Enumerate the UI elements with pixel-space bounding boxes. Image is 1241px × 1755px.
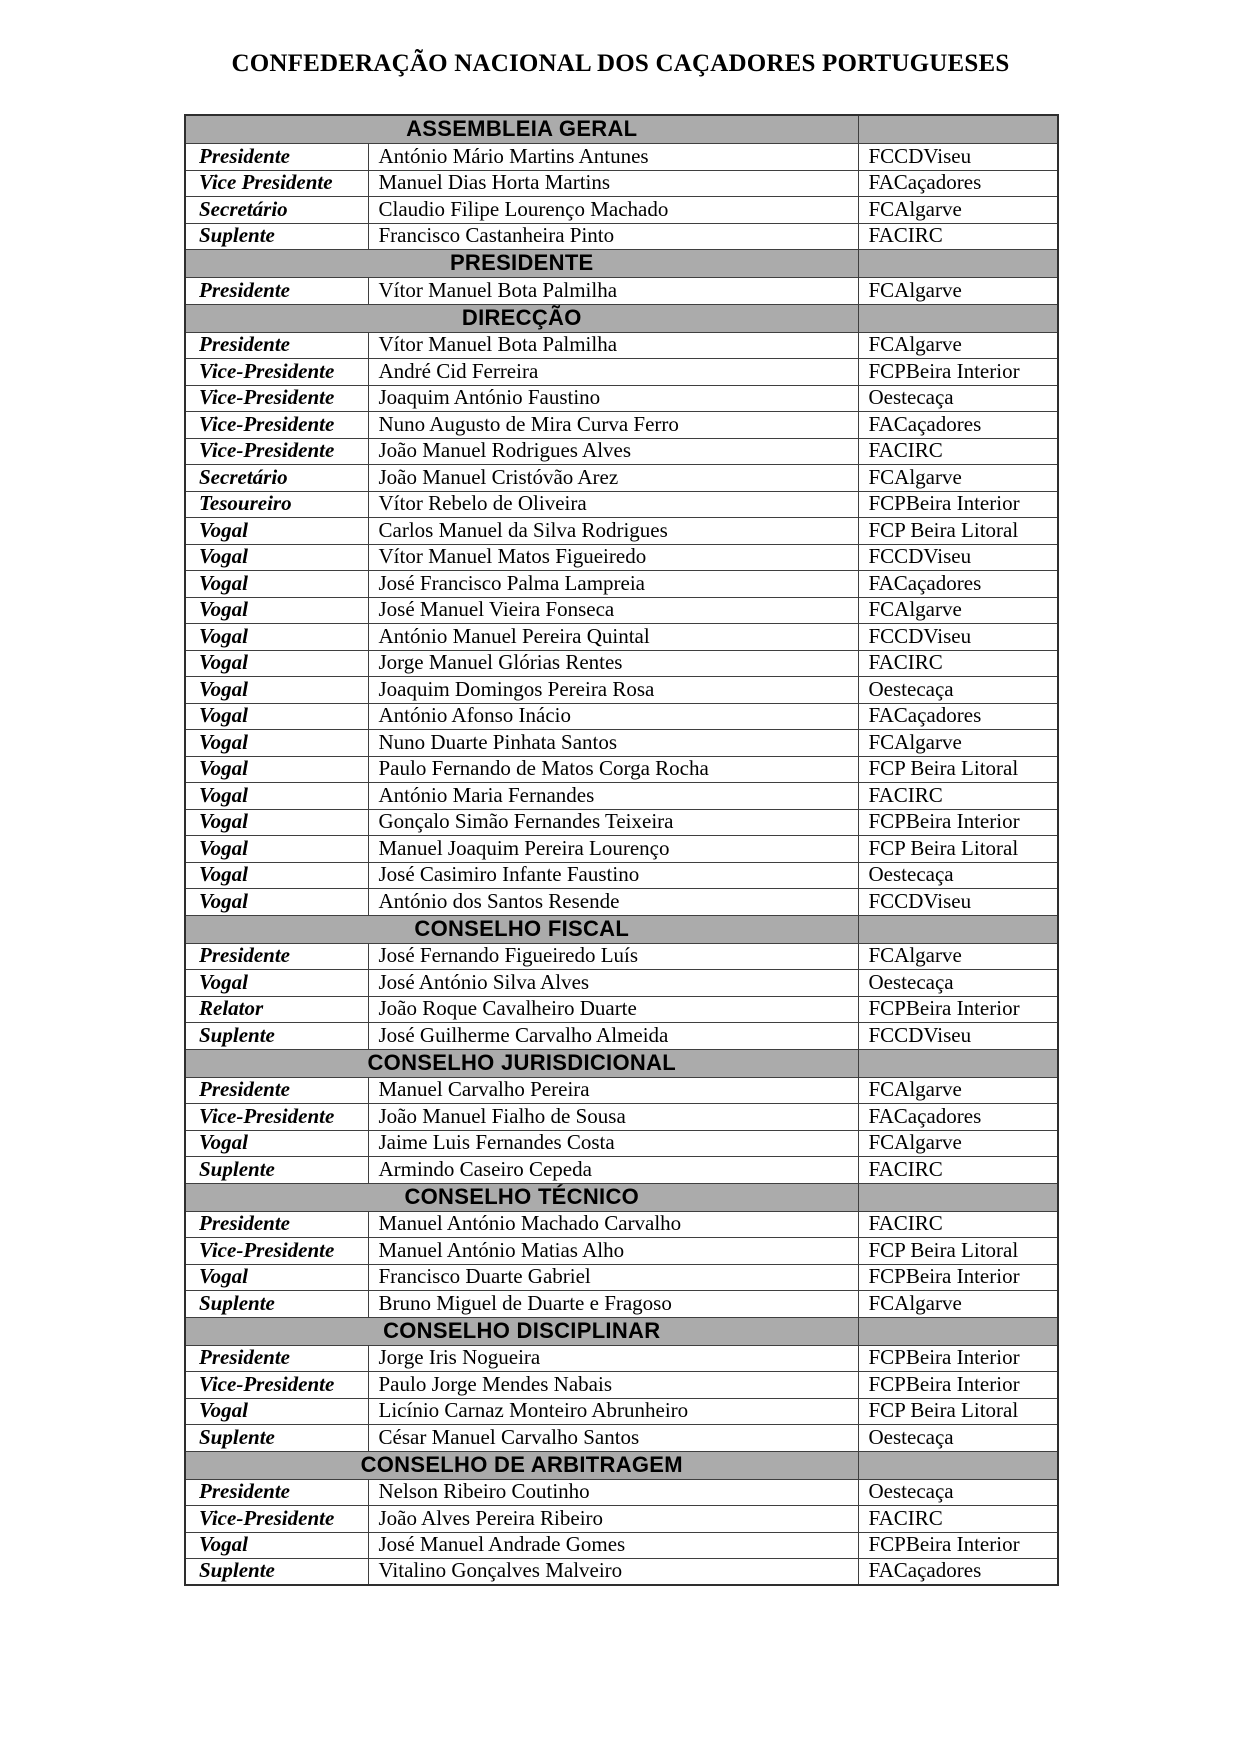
section-title: CONSELHO JURISDICIONAL (185, 1049, 858, 1077)
section-title: CONSELHO DISCIPLINAR (185, 1317, 858, 1345)
person-cell: Vítor Manuel Matos Figueiredo (368, 544, 858, 571)
member-row (185, 1211, 1058, 1238)
role-cell: Vogal (185, 650, 368, 677)
member-row (185, 491, 1058, 518)
section-header-empty-cell (858, 915, 1058, 943)
person-cell: José Fernando Figueiredo Luís (368, 943, 858, 970)
person-cell: João Manuel Cristóvão Arez (368, 465, 858, 492)
member-row (185, 332, 1058, 359)
person-cell: Bruno Miguel de Duarte e Fragoso (368, 1291, 858, 1318)
org-cell: Oestecaça (858, 862, 1058, 889)
org-cell: FCCDViseu (858, 624, 1058, 651)
org-cell: FCAlgarve (858, 1130, 1058, 1157)
org-cell: FCAlgarve (858, 278, 1058, 305)
member-row (185, 783, 1058, 810)
role-cell: Vogal (185, 597, 368, 624)
member-row (185, 1425, 1058, 1452)
org-cell: FACIRC (858, 650, 1058, 677)
org-cell: FCP Beira Litoral (858, 756, 1058, 783)
person-cell: João Manuel Fialho de Sousa (368, 1104, 858, 1131)
member-row (185, 943, 1058, 970)
org-cell: FCAlgarve (858, 1077, 1058, 1104)
org-cell: FACIRC (858, 438, 1058, 465)
person-cell: Nuno Augusto de Mira Curva Ferro (368, 412, 858, 439)
person-cell: Armindo Caseiro Cepeda (368, 1157, 858, 1184)
person-cell: André Cid Ferreira (368, 359, 858, 386)
org-cell: FACIRC (858, 1157, 1058, 1184)
member-row (185, 571, 1058, 598)
member-row (185, 1238, 1058, 1265)
org-cell: FCPBeira Interior (858, 1372, 1058, 1399)
role-cell: Presidente (185, 278, 368, 305)
person-cell: Manuel Dias Horta Martins (368, 170, 858, 197)
section-header-empty-cell (858, 1049, 1058, 1077)
member-row (185, 677, 1058, 704)
role-cell: Vogal (185, 809, 368, 836)
section-header-row (185, 250, 1058, 278)
page-title: CONFEDERAÇÃO NACIONAL DOS CAÇADORES PORTUGUESES (231, 50, 1010, 77)
member-row (185, 650, 1058, 677)
role-cell: Relator (185, 996, 368, 1023)
person-cell: Jorge Manuel Glórias Rentes (368, 650, 858, 677)
section-header-row (185, 115, 1058, 144)
org-cell: FACaçadores (858, 571, 1058, 598)
member-row (185, 1130, 1058, 1157)
role-cell: Tesoureiro (185, 491, 368, 518)
member-row (185, 223, 1058, 250)
role-cell: Vogal (185, 836, 368, 863)
section-header-row (185, 1451, 1058, 1479)
org-cell: FCP Beira Litoral (858, 1238, 1058, 1265)
org-cell: FACaçadores (858, 1104, 1058, 1131)
member-row (185, 1157, 1058, 1184)
person-cell: José Guilherme Carvalho Almeida (368, 1023, 858, 1050)
person-cell: Manuel Carvalho Pereira (368, 1077, 858, 1104)
org-cell: FCAlgarve (858, 943, 1058, 970)
org-cell: FCAlgarve (858, 332, 1058, 359)
role-cell: Presidente (185, 1479, 368, 1506)
member-row (185, 809, 1058, 836)
org-cell: FACaçadores (858, 170, 1058, 197)
person-cell: Carlos Manuel da Silva Rodrigues (368, 518, 858, 545)
section-title: CONSELHO TÉCNICO (185, 1183, 858, 1211)
person-cell: Vítor Rebelo de Oliveira (368, 491, 858, 518)
person-cell: João Alves Pereira Ribeiro (368, 1506, 858, 1533)
section-header-empty-cell (858, 250, 1058, 278)
person-cell: Vitalino Gonçalves Malveiro (368, 1559, 858, 1586)
org-cell: FACIRC (858, 1506, 1058, 1533)
member-row (185, 412, 1058, 439)
role-cell: Suplente (185, 1559, 368, 1586)
person-cell: Jorge Iris Nogueira (368, 1345, 858, 1372)
role-cell: Suplente (185, 1023, 368, 1050)
org-cell: FCP Beira Litoral (858, 1398, 1058, 1425)
member-row (185, 597, 1058, 624)
role-cell: Vogal (185, 571, 368, 598)
role-cell: Presidente (185, 943, 368, 970)
person-cell: Paulo Fernando de Matos Corga Rocha (368, 756, 858, 783)
person-cell: Manuel Joaquim Pereira Lourenço (368, 836, 858, 863)
org-cell: FCCDViseu (858, 144, 1058, 171)
member-row (185, 1559, 1058, 1586)
person-cell: Manuel António Matias Alho (368, 1238, 858, 1265)
member-row (185, 624, 1058, 651)
member-row (185, 278, 1058, 305)
member-row (185, 1532, 1058, 1559)
member-row (185, 970, 1058, 997)
org-cell: FCAlgarve (858, 197, 1058, 224)
section-title: ASSEMBLEIA GERAL (185, 115, 858, 144)
member-row (185, 465, 1058, 492)
org-cell: FCAlgarve (858, 465, 1058, 492)
person-cell: Nuno Duarte Pinhata Santos (368, 730, 858, 757)
role-cell: Presidente (185, 1211, 368, 1238)
member-row (185, 1372, 1058, 1399)
person-cell: António Afonso Inácio (368, 703, 858, 730)
board-table-body (185, 115, 1058, 1585)
org-cell: FCCDViseu (858, 889, 1058, 916)
member-row (185, 1506, 1058, 1533)
role-cell: Suplente (185, 223, 368, 250)
role-cell: Vogal (185, 970, 368, 997)
member-row (185, 1104, 1058, 1131)
section-header-row (185, 1317, 1058, 1345)
role-cell: Vogal (185, 862, 368, 889)
role-cell: Presidente (185, 332, 368, 359)
member-row (185, 544, 1058, 571)
role-cell: Suplente (185, 1425, 368, 1452)
person-cell: Joaquim António Faustino (368, 385, 858, 412)
section-title: CONSELHO FISCAL (185, 915, 858, 943)
member-row (185, 1264, 1058, 1291)
person-cell: José Manuel Vieira Fonseca (368, 597, 858, 624)
member-row (185, 1077, 1058, 1104)
org-cell: FCPBeira Interior (858, 1345, 1058, 1372)
person-cell: Claudio Filipe Lourenço Machado (368, 197, 858, 224)
person-cell: José Francisco Palma Lampreia (368, 571, 858, 598)
org-cell: FACaçadores (858, 703, 1058, 730)
role-cell: Secretário (185, 465, 368, 492)
section-title: PRESIDENTE (185, 250, 858, 278)
org-cell: FCPBeira Interior (858, 809, 1058, 836)
org-cell: FCCDViseu (858, 544, 1058, 571)
person-cell: Gonçalo Simão Fernandes Teixeira (368, 809, 858, 836)
org-cell: FCP Beira Litoral (858, 836, 1058, 863)
role-cell: Vogal (185, 624, 368, 651)
member-row (185, 1023, 1058, 1050)
org-cell: FCAlgarve (858, 730, 1058, 757)
person-cell: João Roque Cavalheiro Duarte (368, 996, 858, 1023)
person-cell: César Manuel Carvalho Santos (368, 1425, 858, 1452)
member-row (185, 889, 1058, 916)
person-cell: António Manuel Pereira Quintal (368, 624, 858, 651)
role-cell: Presidente (185, 1345, 368, 1372)
role-cell: Vice Presidente (185, 170, 368, 197)
board-members-table (184, 114, 1059, 1586)
member-row (185, 438, 1058, 465)
org-cell: Oestecaça (858, 1479, 1058, 1506)
org-cell: Oestecaça (858, 677, 1058, 704)
org-cell: FCP Beira Litoral (858, 518, 1058, 545)
org-cell: FCPBeira Interior (858, 996, 1058, 1023)
person-cell: Francisco Castanheira Pinto (368, 223, 858, 250)
role-cell: Vogal (185, 889, 368, 916)
section-header-row (185, 915, 1058, 943)
member-row (185, 385, 1058, 412)
member-row (185, 756, 1058, 783)
role-cell: Vice-Presidente (185, 1238, 368, 1265)
role-cell: Vogal (185, 1398, 368, 1425)
person-cell: Joaquim Domingos Pereira Rosa (368, 677, 858, 704)
role-cell: Vogal (185, 518, 368, 545)
person-cell: Vítor Manuel Bota Palmilha (368, 332, 858, 359)
role-cell: Vogal (185, 783, 368, 810)
member-row (185, 1345, 1058, 1372)
member-row (185, 1398, 1058, 1425)
member-row (185, 170, 1058, 197)
person-cell: José Manuel Andrade Gomes (368, 1532, 858, 1559)
org-cell: FCCDViseu (858, 1023, 1058, 1050)
org-cell: FCPBeira Interior (858, 359, 1058, 386)
org-cell: Oestecaça (858, 1425, 1058, 1452)
member-row (185, 518, 1058, 545)
person-cell: José Casimiro Infante Faustino (368, 862, 858, 889)
section-header-empty-cell (858, 1317, 1058, 1345)
section-title: CONSELHO DE ARBITRAGEM (185, 1451, 858, 1479)
person-cell: João Manuel Rodrigues Alves (368, 438, 858, 465)
org-cell: Oestecaça (858, 970, 1058, 997)
role-cell: Vogal (185, 703, 368, 730)
role-cell: Secretário (185, 197, 368, 224)
member-row (185, 144, 1058, 171)
role-cell: Suplente (185, 1157, 368, 1184)
member-row (185, 1291, 1058, 1318)
section-title: DIRECÇÃO (185, 304, 858, 332)
section-header-empty-cell (858, 1451, 1058, 1479)
role-cell: Vogal (185, 544, 368, 571)
person-cell: Vítor Manuel Bota Palmilha (368, 278, 858, 305)
org-cell: FACaçadores (858, 412, 1058, 439)
org-cell: FCPBeira Interior (858, 1264, 1058, 1291)
section-header-empty-cell (858, 1183, 1058, 1211)
member-row (185, 197, 1058, 224)
section-header-empty-cell (858, 304, 1058, 332)
role-cell: Suplente (185, 1291, 368, 1318)
role-cell: Vice-Presidente (185, 1506, 368, 1533)
member-row (185, 996, 1058, 1023)
role-cell: Presidente (185, 144, 368, 171)
org-cell: FACIRC (858, 783, 1058, 810)
member-row (185, 359, 1058, 386)
role-cell: Vogal (185, 730, 368, 757)
member-row (185, 862, 1058, 889)
role-cell: Vogal (185, 1264, 368, 1291)
section-header-row (185, 1183, 1058, 1211)
role-cell: Vogal (185, 756, 368, 783)
role-cell: Vice-Presidente (185, 412, 368, 439)
role-cell: Vogal (185, 1130, 368, 1157)
person-cell: Paulo Jorge Mendes Nabais (368, 1372, 858, 1399)
member-row (185, 730, 1058, 757)
person-cell: António Maria Fernandes (368, 783, 858, 810)
org-cell: Oestecaça (858, 385, 1058, 412)
member-row (185, 703, 1058, 730)
person-cell: Jaime Luis Fernandes Costa (368, 1130, 858, 1157)
member-row (185, 836, 1058, 863)
role-cell: Vice-Presidente (185, 1372, 368, 1399)
person-cell: António Mário Martins Antunes (368, 144, 858, 171)
section-header-empty-cell (858, 115, 1058, 144)
org-cell: FACIRC (858, 223, 1058, 250)
role-cell: Presidente (185, 1077, 368, 1104)
section-header-row (185, 304, 1058, 332)
role-cell: Vogal (185, 1532, 368, 1559)
section-header-row (185, 1049, 1058, 1077)
role-cell: Vice-Presidente (185, 1104, 368, 1131)
role-cell: Vice-Presidente (185, 438, 368, 465)
role-cell: Vice-Presidente (185, 359, 368, 386)
person-cell: Manuel António Machado Carvalho (368, 1211, 858, 1238)
role-cell: Vice-Presidente (185, 385, 368, 412)
person-cell: Nelson Ribeiro Coutinho (368, 1479, 858, 1506)
person-cell: Francisco Duarte Gabriel (368, 1264, 858, 1291)
role-cell: Vogal (185, 677, 368, 704)
org-cell: FACIRC (858, 1211, 1058, 1238)
member-row (185, 1479, 1058, 1506)
person-cell: António dos Santos Resende (368, 889, 858, 916)
org-cell: FCPBeira Interior (858, 491, 1058, 518)
person-cell: Licínio Carnaz Monteiro Abrunheiro (368, 1398, 858, 1425)
org-cell: FACaçadores (858, 1559, 1058, 1586)
org-cell: FCAlgarve (858, 1291, 1058, 1318)
org-cell: FCPBeira Interior (858, 1532, 1058, 1559)
org-cell: FCAlgarve (858, 597, 1058, 624)
person-cell: José António Silva Alves (368, 970, 858, 997)
